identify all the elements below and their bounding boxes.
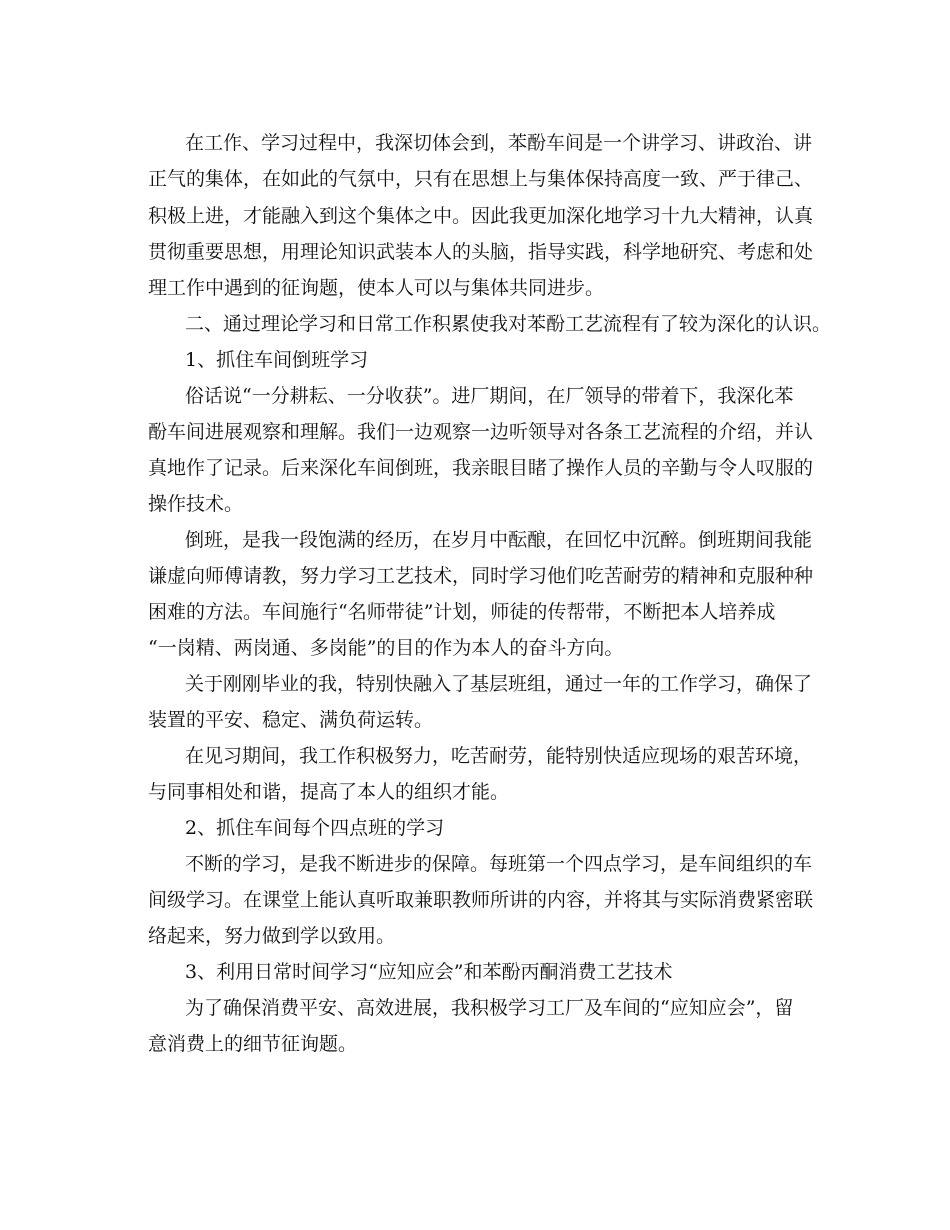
text-line: 络起来，努力做到学以致用。 <box>148 925 396 947</box>
text-line: 不断的学习，是我不断进步的保障。每班第一个四点学习，是车间组织的车 <box>185 853 813 875</box>
text-line: 贯彻重要思想，用理论知识武装本人的头脑，指导实践，科学地研究、考虑和处 <box>148 241 814 263</box>
text-line: 酚车间进展观察和理解。我们一边观察一边听领导对各条工艺流程的介绍，并认 <box>148 421 814 443</box>
text-line: 操作技术。 <box>148 493 244 515</box>
subsection-heading: 1、抓住车间倒班学习 <box>185 349 369 371</box>
subsection-heading: 3、利用日常时间学习“应知应会”和苯酚丙酮消费工艺技术 <box>185 961 673 983</box>
text-line: 正气的集体，在如此的气氛中，只有在思想上与集体保持高度一致、严于律己、 <box>148 168 814 190</box>
text-line: 理工作中遇到的征询题，使本人可以与集体共同进步。 <box>148 277 605 299</box>
text-line: 积极上进，才能融入到这个集体之中。因此我更加深化地学习十九大精神，认真 <box>148 205 814 227</box>
text-line: “一岗精、两岗通、多岗能”的目的作为本人的奋斗方向。 <box>148 637 624 659</box>
text-line: 倒班，是我一段饱满的经历，在岁月中酝酿，在回忆中沉醉。倒班期间我能 <box>185 529 813 551</box>
text-line: 关于刚刚毕业的我，特别快融入了基层班组，通过一年的工作学习，确保了 <box>185 673 813 695</box>
section-heading: 二、通过理论学习和日常工作积累使我对苯酚工艺流程有了较为深化的认识。 <box>185 313 832 335</box>
text-line: 意消费上的细节征询题。 <box>148 1033 358 1055</box>
text-line: 谦虚向师傅请教，努力学习工艺技术，同时学习他们吃苦耐劳的精神和克服种种 <box>148 565 814 587</box>
text-line: 在工作、学习过程中，我深切体会到，苯酚车间是一个讲学习、讲政治、讲 <box>185 132 813 154</box>
text-line: 与同事相处和谐，提高了本人的组织才能。 <box>148 781 510 803</box>
text-line: 为了确保消费平安、高效进展，我积极学习工厂及车间的“应知应会”，留 <box>185 997 794 1019</box>
text-line: 在见习期间，我工作积极努力，吃苦耐劳，能特别快适应现场的艰苦环境， <box>185 745 813 767</box>
text-line: 间级学习。在课堂上能认真听取兼职教师所讲的内容，并将其与实际消费紧密联 <box>148 889 814 911</box>
text-line: 俗话说“一分耕耘、一分收获”。进厂期间，在厂领导的带着下，我深化苯 <box>185 385 794 407</box>
text-line: 装置的平安、稳定、满负荷运转。 <box>148 709 434 731</box>
text-line: 困难的方法。车间施行“名师带徒”计划，师徒的传帮带，不断把本人培养成 <box>148 601 776 623</box>
subsection-heading: 2、抓住车间每个四点班的学习 <box>185 817 445 839</box>
text-line: 真地作了记录。后来深化车间倒班，我亲眼目睹了操作人员的辛勤与令人叹服的 <box>148 457 814 479</box>
